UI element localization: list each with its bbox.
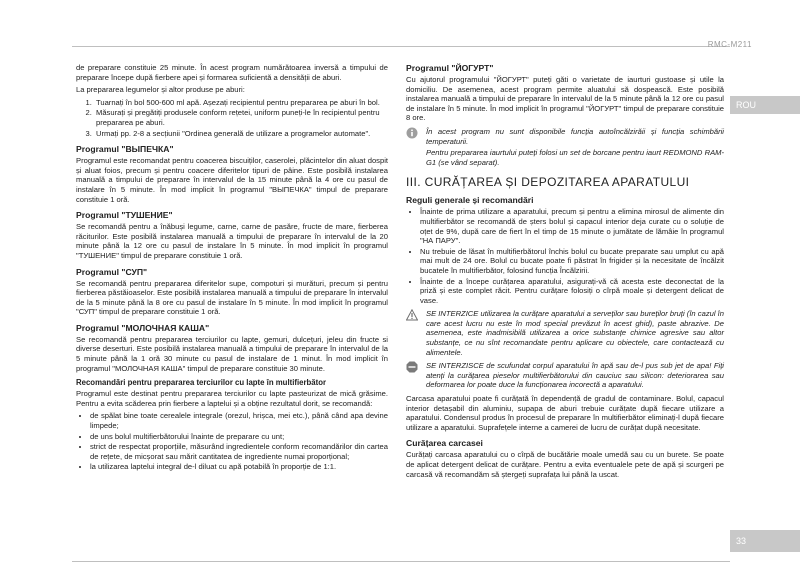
heading-sup: Programul "СУП" xyxy=(76,266,148,277)
text-kasha: Se recomandă pentru prepararea terciurilor cu lapte, gemuri, dulcețuri, jeleu din fructe si diverse deserturi. Este posibilă instalarea manuală a timpului de preparare în intervalul de la 5 minute până la 1 oră 30 minute cu pasul de instalare de 1 minut. În mod implicit în programul "МОЛОЧНАЯ КАША" timpul de preparare constituie 30 minute. xyxy=(76,334,388,373)
top-rule xyxy=(72,46,730,47)
step-item: 2. Măsurați și pregătiți produsele conform rețetei, uniform puneți-le în recipientul pentru prepararea pe aburi. xyxy=(94,108,388,127)
text-yogurt: Cu ajutorul programului "ЙОГУРТ" puteți găti o varietate de iaurturi gustoase și utile la domiciliu. De asemenea, acest program permite aluatului să dospească. Este posibilă instalarea manuală a timpului de preparare în intervalul de la 5 minute până la 12 ore cu pasul de instalare în 5 minute. În mod implicit în programul "ЙОГУРТ" timpul de preparare constituie 8 ore. xyxy=(406,75,724,123)
info-note xyxy=(406,127,724,167)
step-item: 3. Urmați pp. 2-8 a secțiunii "Ordinea generală de utilizare a programelor automate". xyxy=(94,129,388,139)
heading-body-cleaning: Curățarea carcasei xyxy=(406,438,483,449)
heading-kasha: Programul "МОЛОЧНАЯ КАША" xyxy=(76,322,210,333)
right-column xyxy=(406,63,724,482)
cleaning-rules-list xyxy=(406,207,724,305)
info-text-2: Pentru prepararea iaurtului puteți folosi un set de borcane pentru iaurt REDMOND RAM-G1 (se vând separat). xyxy=(426,148,724,167)
text-vypechka: Programul este recomandat pentru coacerea biscuiților, caserolei, plăcintelor din aluat dospit și aluat foios, precum și pentru coacere diferitelor tipuri de pâine. Este posibilă instalarea manuală a timpului de preparare în intervalul de la 15 minute până la 4 ore cu pasul de instalare în 5 minute. În mod implicit în programul "ВЫПЕЧКА" timpul de preparare constituie 1 oră. xyxy=(76,156,388,204)
heading-general-rules: Reguli generale și recomandări xyxy=(406,195,534,206)
info-text-1: În acest program nu sunt disponibile funcția autoîncălzirăii și funcția schimbării temperaturii. xyxy=(426,126,724,146)
side-strip xyxy=(730,0,800,579)
heading-yogurt: Programul "ЙОГУРТ" xyxy=(406,63,494,73)
steam-vegetables-label: La prepararea legumelor și altor produse pe aburi: xyxy=(76,85,245,95)
heading-milk-porridge-tips: Recomandări pentru prepararea terciurilor cu lapte în multifierbător xyxy=(76,378,326,388)
text-cleaning-intro: Carcasa aparatului poate fi curățată în dependență de gradul de contaminare. Bolul, capacul interior detașabil din aluminiu, supapa de aburi trebuie curățate după fiecare utilizare a aparatului. Condensul produs în procesul de preparare în multifierbător eliminați-l după fiecare utilizare a aparatului. Suprafețele interne a camerei de lucru de curățat după necesitate. xyxy=(406,394,724,432)
warning-icon xyxy=(406,309,418,321)
steam-intro: de preparare constituie 25 minute. În acest program numărătoarea inversă a timpului de preparare începe după fierbere apei și formarea suficientă a densității de aburi. xyxy=(76,63,388,82)
heading-tushenie: Programul "ТУШЕНИЕ" xyxy=(76,210,173,221)
text-sup: Se recomandă pentru prepararea diferitelor supe, compoturi și murături, precum și pentru fierberea păstăioaselor. Este posibilă instalarea manuală a timpului de preparare în intervalul de la 5 minute până la 8 ore cu pasul de instalare în 5 minute. În mod implicit în programul "СУП" timpul de preparare constituie 1 oră. xyxy=(76,278,388,317)
info-icon xyxy=(406,127,418,139)
page-number: 33 xyxy=(730,530,800,552)
text-milk-porridge-tips: Programul este destinat pentru prepararea terciurilor cu lapte pasteurizat de mică grăsime. Pentru a evita scăderea prin fierbere a laptelui și a obține rezultatul dorit, se recomandă: xyxy=(76,389,388,408)
tip-item: • strict de respectat proporțiile, măsurând ingredientele conform recomandărilor din cartea de rețete, de micșorat sau mărit cantitatea de ingrediente numai proporțional; xyxy=(90,442,388,461)
left-column xyxy=(76,63,388,476)
stop-text: SE INTERZISCE de scufundat corpul aparatului în apă sau de-l pus sub jet de apa! Fiți atenți la curățarea pieselor multifierbătorului din cauciuc sau silicon: deteriorarea sau deformarea lor poate duce la funcționarea incorectă a aparatului. xyxy=(426,361,724,390)
heading-vypechka: Programul "ВЫПЕЧКА" xyxy=(76,144,174,155)
steam-steps xyxy=(76,98,388,138)
step-item: 1. Tuarnați în bol 500-600 ml apă. Așezați recipientul pentru prepararea pe aburi în bol. xyxy=(94,98,388,108)
language-tab[interactable]: ROU xyxy=(730,96,800,114)
tip-item: • la utilizarea laptelui integral de-l diluat cu apă potabilă în proporție de 1:1. xyxy=(90,462,388,472)
section-title: III. CURĂȚAREA ȘI DEPOZITAREA APARATULUI xyxy=(406,175,690,190)
text-body-cleaning: Curățați carcasa aparatului cu o cîrpă de bucătărie moale umedă sau cu un burete. Se poate de aplicat detergent delicat de curățare. Pentru a evita eventualele pete de apă și scurgeri pe carcasă vă recomandăm să ștergeți suprafața lui până la uscat. xyxy=(406,450,724,479)
porridge-tips-list xyxy=(76,411,388,472)
rule-item: • Înainte de a începe curățarea aparatului, asigurați-vă că acesta este deconectat de la priză și este complet răcit. Pentru curățare folosiți o cîrpă moale și detergent delicat de vase. xyxy=(420,277,724,306)
bottom-rule xyxy=(72,561,730,562)
tip-item: • de uns bolul multifierbătorului înainte de preparare cu unt; xyxy=(90,432,388,442)
warning-note xyxy=(406,309,724,357)
warning-text: SE INTERZICE utilizarea la curățare aparatului a serveților sau bureților bruți (în cazul în care acest lucru nu este în mod special prevăzut în acest ghid), paste abrazive. De asemenea, este inadmisibilă utilizarea a orice substanțe chimice agresive sau altor substanțe, ce nu sînt recomandate pentru aplicare cu obiectele, care contactează cu alimentele. xyxy=(426,309,724,357)
tip-item: • de spălat bine toate cerealele integrale (orezul, hrișca, mei etc.), până când apa devine limpede; xyxy=(90,411,388,430)
text-tushenie: Se recomandă pentru a înăbuși legume, carne, carne de pasăre, fructe de mare, fierberea răciturilor. Este posibilă instalarea manuală a timpului de preparare în intervalul de la 20 minute până la 12 ore cu pasul de instalare în 5 minute. În mod implicit în programul "ТУШЕНИЕ" timpul de preparare constituie 1 oră. xyxy=(76,222,388,260)
stop-note xyxy=(406,361,724,390)
rule-item: • Nu trebuie de lăsat în multifierbătorul închis bolul cu bucate preparate sau umplut cu apă mai mult de 24 ore. Bolul cu bucate poate fi păstrat în frigider și la necesitate de încălzit bucatele în multifierbător, folosind funcția Încălzirii. xyxy=(420,247,724,276)
rule-item: • Înainte de prima utilizare a aparatului, precum și pentru a elimina mirosul de alimente din multifierbător se recomandă de șters bolul și capacul interior deja curate cu o soluție de oțet de 9%, după care de fiert în el timp de 15 minute o jumătate de lămâie în programul "НА ПАРУ". xyxy=(420,207,724,245)
stop-icon xyxy=(406,361,418,373)
model-label: RMC-M211 xyxy=(707,40,752,49)
